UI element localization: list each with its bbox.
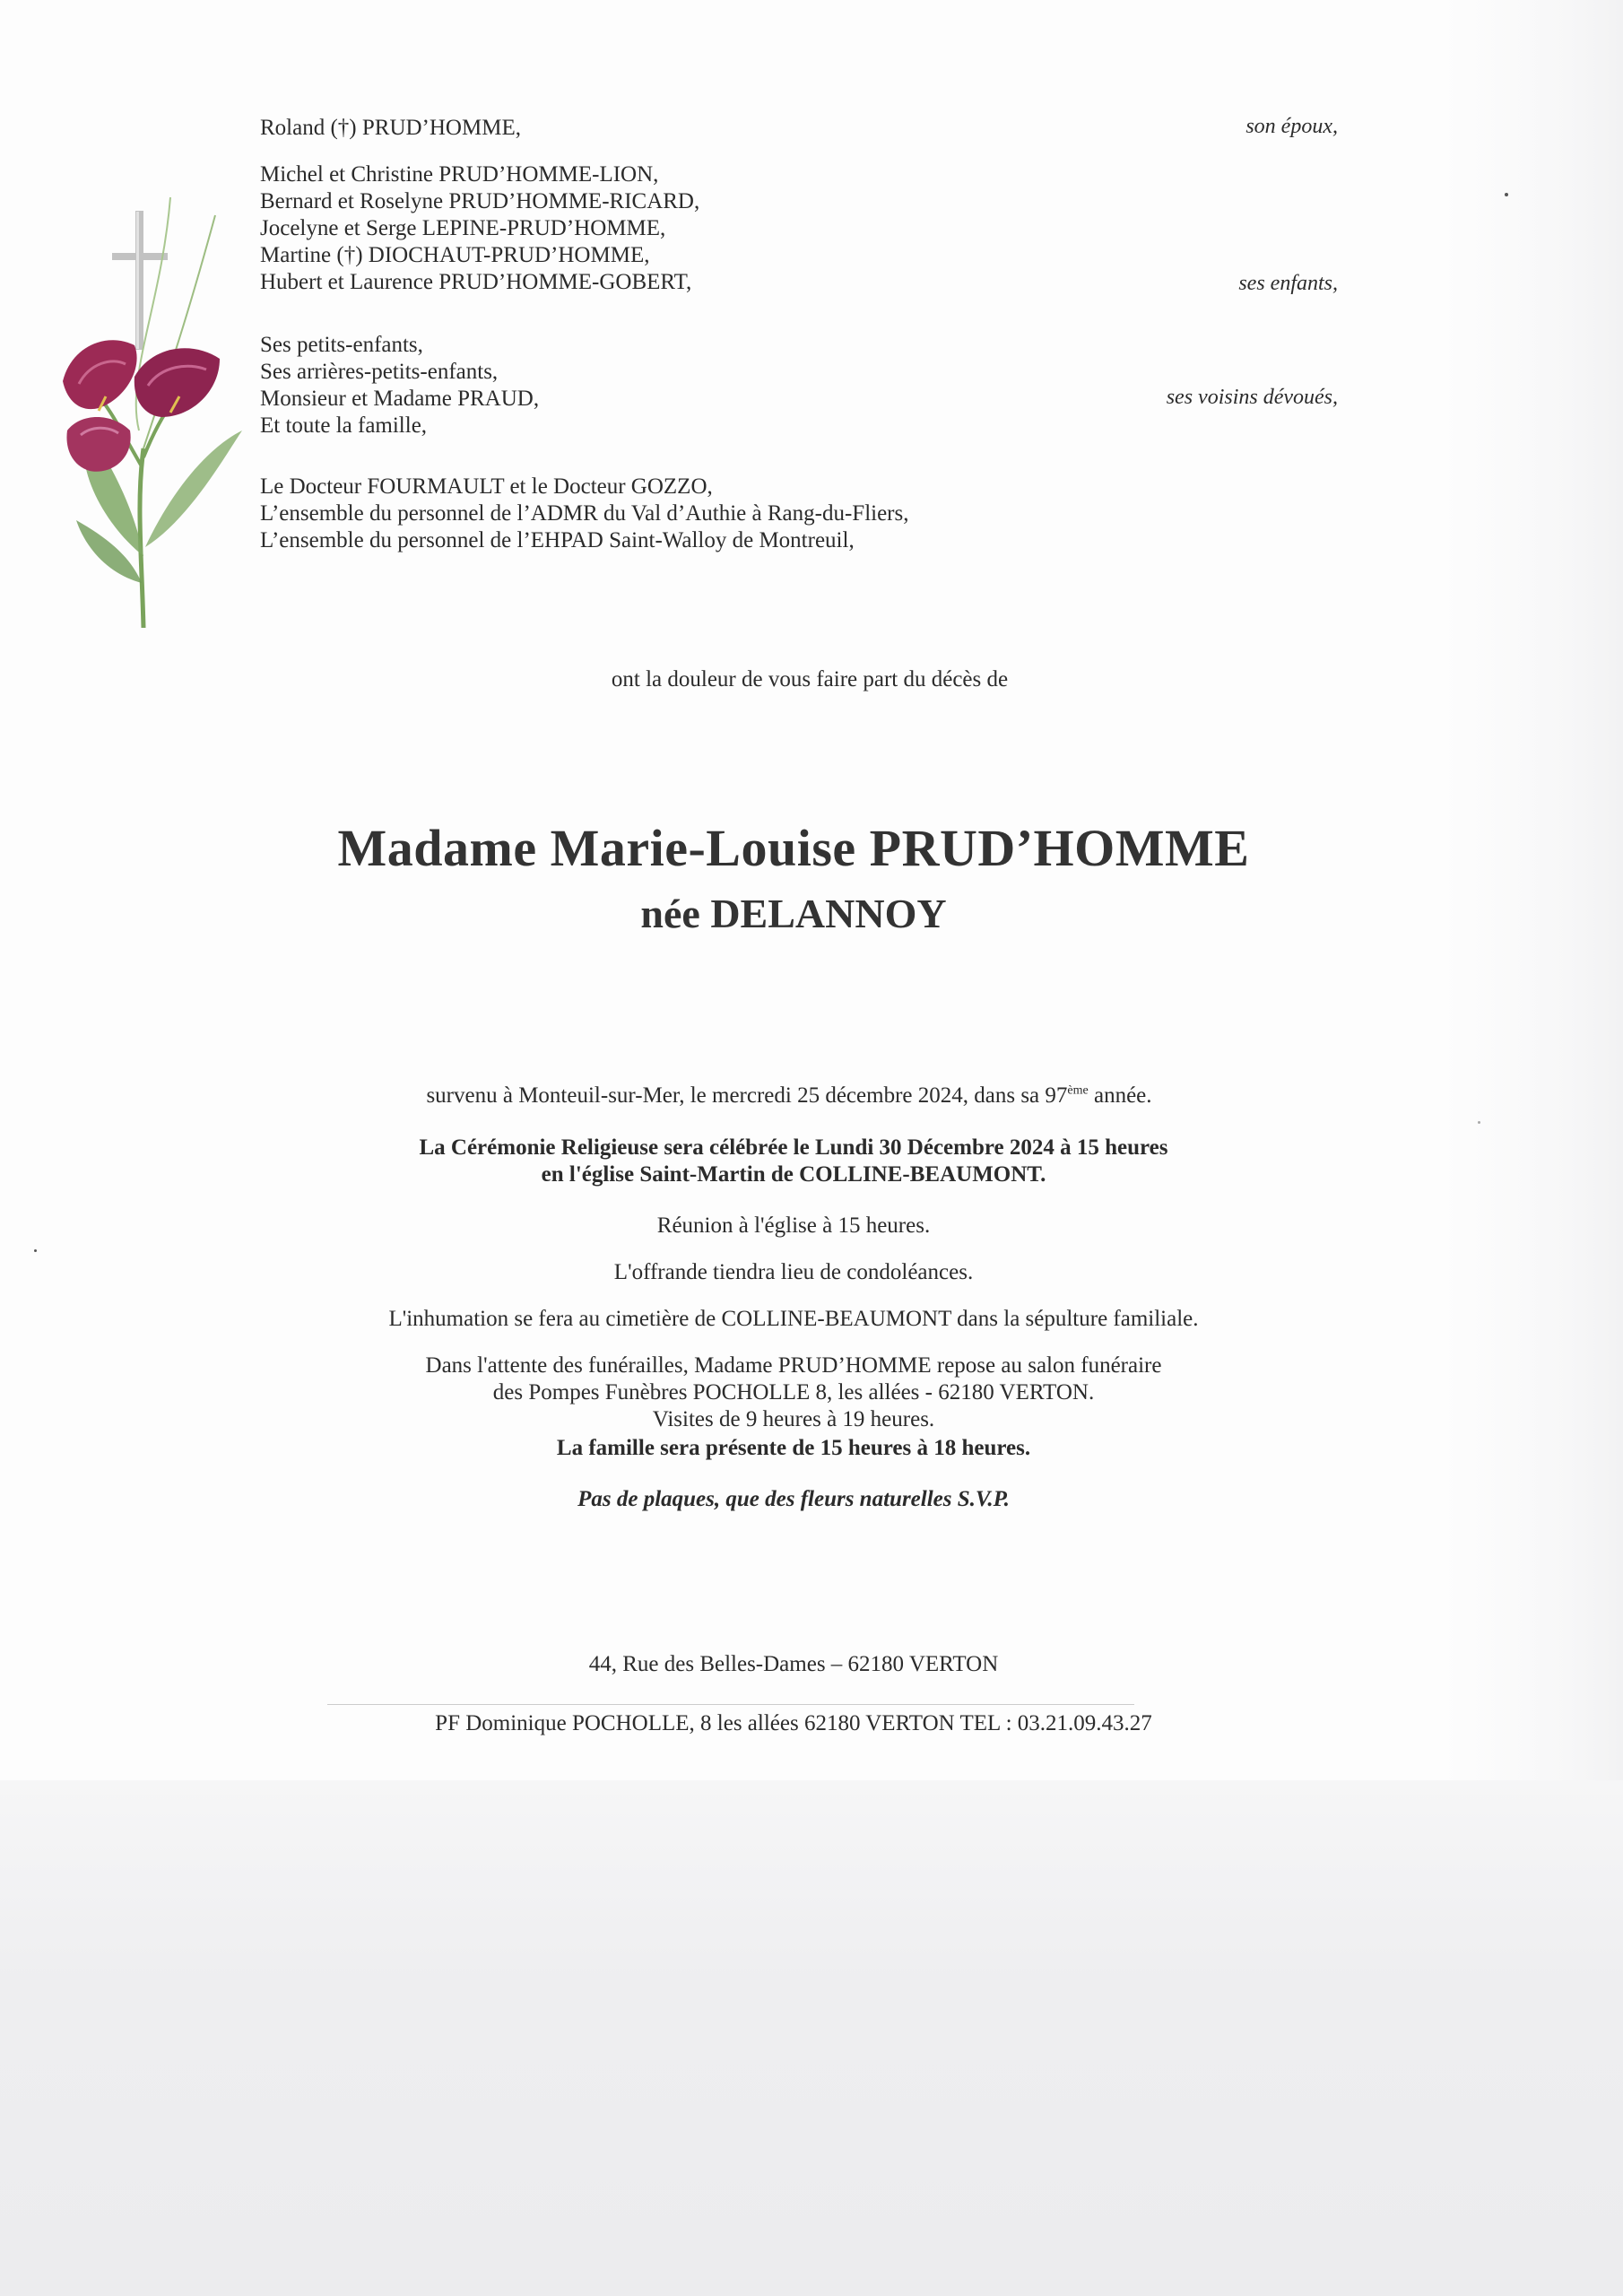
child-line: Bernard et Roselyne PRUD’HOMME-RICARD, [260, 189, 700, 213]
ceremony-line: La Cérémonie Religieuse sera célébrée le Lundi 30 Décembre 2024 à 15 heures [419, 1135, 1168, 1160]
relative-line: Et toute la famille, [260, 413, 428, 438]
family-present-line: La famille sera présente de 15 heures à 18 heures. [556, 1436, 1031, 1460]
cross-and-lily-illustration [36, 161, 251, 628]
rest-place-line: des Pompes Funèbres POCHOLLE 8, les allées - 62180 VERTON. [492, 1380, 1095, 1405]
child-line: Hubert et Laurence PRUD’HOMME-GOBERT, [260, 270, 692, 294]
funeral-home-line: PF Dominique POCHOLLE, 8 les allées 62180 VERTON TEL : 03.21.09.43.27 [435, 1711, 1152, 1735]
relative-line: Ses petits-enfants, [260, 333, 423, 357]
deceased-name: Madame Marie-Louise PRUD’HOMME [337, 819, 1250, 877]
announcement-line: ont la douleur de vous faire part du décès de [611, 667, 1009, 691]
flowers-request: Pas de plaques, que des fleurs naturelles S.V.P. [577, 1487, 1010, 1511]
scan-speck [1505, 193, 1508, 196]
address-line: 44, Rue des Belles-Dames – 62180 VERTON [588, 1652, 999, 1676]
visits-line: Visites de 9 heures à 19 heures. [652, 1407, 935, 1431]
burial-line: L'inhumation se fera au cimetière de COLLINE-BEAUMONT dans la sépulture familiale. [388, 1307, 1199, 1331]
offering-line: L'offrande tiendra lieu de condoléances. [613, 1260, 974, 1284]
neighbours-role: ses voisins dévoués, [1166, 386, 1338, 409]
scan-speck [34, 1249, 37, 1252]
child-line: Jocelyne et Serge LEPINE-PRUD’HOMME, [260, 216, 666, 240]
child-line: Michel et Christine PRUD’HOMME-LION, [260, 162, 659, 187]
death-text: survenu à Monteuil-sur-Mer, le mercredi 25 décembre 2024, dans sa 97 [426, 1083, 1068, 1108]
death-ordinal-suffix: ème [1067, 1083, 1089, 1098]
child-line: Martine (†) DIOCHAUT-PRUD’HOMME, [260, 243, 650, 267]
scan-speck [1478, 1121, 1480, 1124]
rest-line: Dans l'attente des funérailles, Madame PRUD’HOMME repose au salon funéraire [425, 1353, 1162, 1378]
carer-line: L’ensemble du personnel de l’ADMR du Val d’Authie à Rang-du-Fliers, [260, 501, 909, 526]
husband-role: son époux, [1245, 115, 1338, 138]
meeting-line: Réunion à l'église à 15 heures. [656, 1213, 931, 1238]
relative-line: Monsieur et Madame PRAUD, [260, 387, 540, 411]
deceased-maiden-name: née DELANNOY [640, 891, 947, 936]
footer-divider [327, 1704, 1134, 1705]
children-role: ses enfants, [1238, 272, 1338, 295]
husband-name: Roland (†) PRUD’HOMME, [260, 116, 521, 140]
relative-line: Ses arrières-petits-enfants, [260, 360, 499, 384]
carer-line: Le Docteur FOURMAULT et le Docteur GOZZO, [260, 474, 713, 499]
cross-icon [112, 211, 168, 350]
death-text-end: année. [1088, 1083, 1152, 1108]
carer-line: L’ensemble du personnel de l’EHPAD Saint-Walloy de Montreuil, [260, 528, 855, 552]
death-details [0, 1083, 1601, 1109]
scan-bottom-shade [0, 1780, 1623, 2296]
ceremony-place-line: en l'église Saint-Martin de COLLINE-BEAUMONT. [541, 1162, 1046, 1187]
lily-flower-icon [63, 197, 242, 628]
